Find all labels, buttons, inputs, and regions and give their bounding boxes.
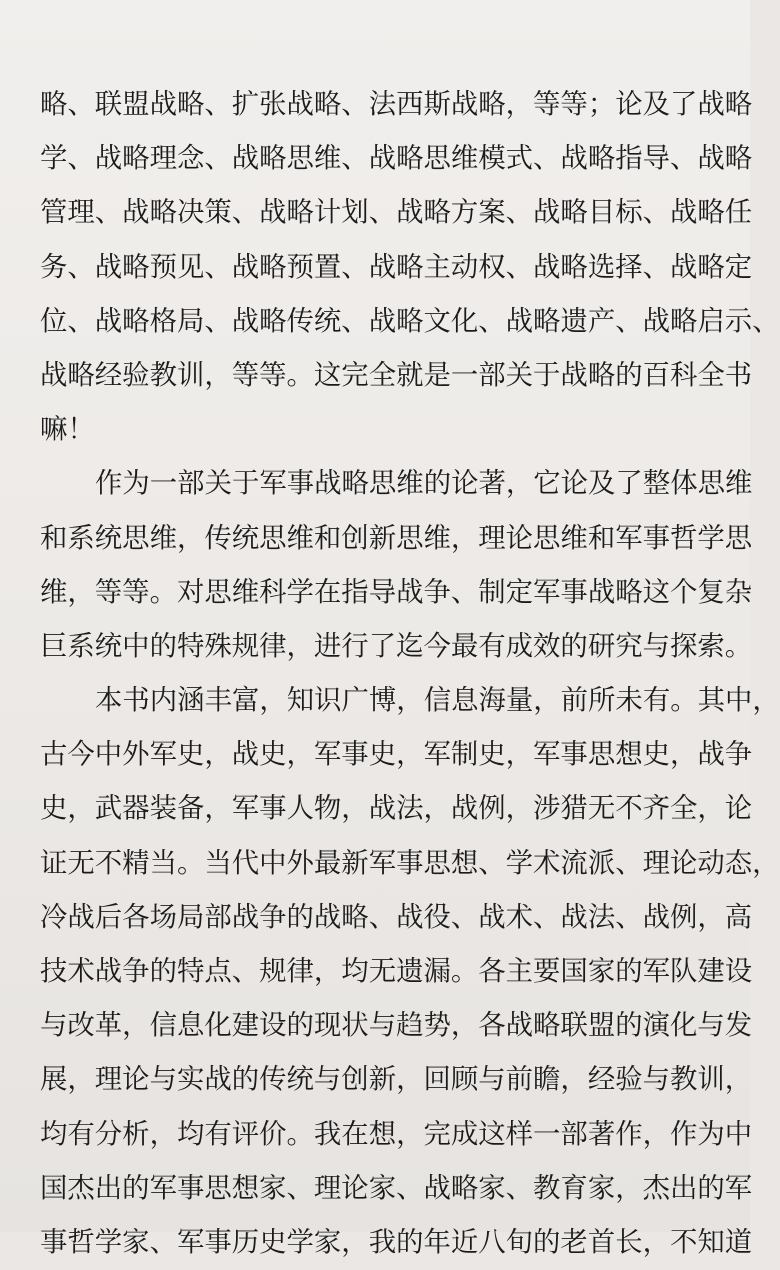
text-line: 古今中外军史，战史，军事史，军制史，军事思想史，战争 (40, 739, 753, 771)
text-line: 技术战争的特点、规律，均无遗漏。各主要国家的军队建设 (40, 956, 753, 987)
paragraph-1 (40, 78, 780, 457)
text-line: 作为一部关于军事战略思维的论著，它论及了整体思维 (95, 468, 753, 500)
paragraph-2 (40, 457, 753, 674)
text-line: 史，武器装备，军事人物，战法，战例，涉猎无不齐全，论 (40, 793, 753, 825)
text-line: 本书内涵丰富，知识广博，信息海量，前所未有。其中， (95, 685, 780, 717)
text-line: 巨系统中的特殊规律，进行了迄今最有成效的研究与探索。 (40, 630, 753, 662)
text-line: 事哲学家、军事历史学家，我的年近八旬的老首长，不知道 (40, 1226, 753, 1258)
text-line: 嘛！ (40, 414, 95, 446)
text-line: 务、战略预见、战略预置、战略主动权、战略选择、战略定 (40, 251, 753, 283)
paragraph-3 (40, 674, 780, 1270)
text-line: 战略经验教训，等等。这完全就是一部关于战略的百科全书 (40, 359, 753, 391)
text-line: 维，等等。对思维科学在指导战争、制定军事战略这个复杂 (40, 576, 753, 608)
text-line: 位、战略格局、战略传统、战略文化、战略遗产、战略启示、 (40, 305, 780, 337)
text-line: 国杰出的军事思想家、理论家、战略家、教育家，杰出的军 (40, 1172, 753, 1204)
text-line: 展，理论与实战的传统与创新，回顾与前瞻，经验与教训， (40, 1064, 753, 1096)
text-line: 管理、战略决策、战略计划、战略方案、战略目标、战略任 (40, 197, 753, 229)
text-line: 学、战略理念、战略思维、战略思维模式、战略指导、战略 (40, 143, 753, 175)
text-line: 证无不精当。当代中外最新军事思想、学术流派、理论动态， (40, 847, 780, 879)
text-line: 均有分析，均有评价。我在想，完成这样一部著作，作为中 (40, 1118, 753, 1150)
text-line: 与改革，信息化建设的现状与趋势，各战略联盟的演化与发 (40, 1010, 753, 1042)
body-text (40, 78, 780, 1270)
text-line: 略、联盟战略、扩张战略、法西斯战略，等等；论及了战略 (40, 89, 753, 120)
text-line: 冷战后各场局部战争的战略、战役、战术、战法、战例，高 (40, 901, 753, 933)
text-line: 和系统思维，传统思维和创新思维，理论思维和军事哲学思 (40, 522, 753, 554)
